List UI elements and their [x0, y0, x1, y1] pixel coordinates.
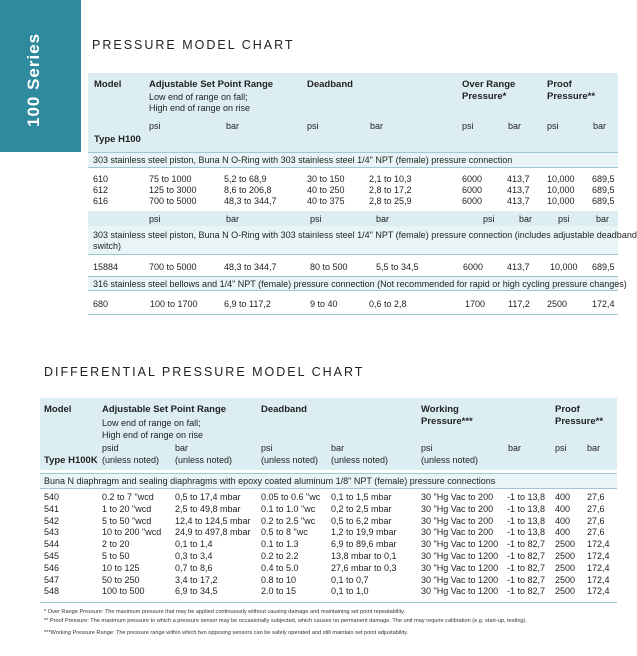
cell-working-psi: 30 "Hg Vac to 1200 [421, 539, 499, 550]
cell-deadband-psi: 0.2 to 2.2 [261, 551, 299, 561]
cell-range-psi: 700 to 5000 [149, 262, 197, 272]
unit-psi: psi [149, 214, 161, 224]
cell-proof-psi: 2500 [555, 562, 576, 573]
unit-note: (unless noted) [421, 455, 479, 465]
cell-range-bar: 0,7 to 8,6 [175, 562, 213, 573]
cell-proof-psi: 2500 [547, 299, 568, 309]
cell-proof-psi: 2500 [555, 551, 576, 561]
col-working-2: Pressure*** [421, 416, 473, 427]
cell-proof-bar: 27,6 [587, 492, 605, 502]
cell-deadband-bar: 2,8 to 17,2 [369, 185, 412, 195]
cell-range-psid: 100 to 500 [102, 586, 145, 597]
cell-proof-bar: 172,4 [587, 562, 610, 573]
cell-range-psid: 50 to 250 [102, 574, 140, 585]
cell-model: 15884 [93, 262, 119, 272]
col-proof-2: Pressure** [547, 91, 596, 102]
cell-model: 612 [93, 185, 109, 195]
cell-proof-psi: 10,000 [547, 185, 575, 195]
cell-proof-psi: 400 [555, 527, 571, 538]
cell-working-psi: 30 "Hg Vac to 1200 [421, 551, 499, 561]
cell-range-bar: 0,5 to 17,4 mbar [175, 492, 241, 502]
cell-working-bar: -1 to 82,7 [507, 586, 546, 597]
cell-proof-bar: 689,5 [592, 185, 615, 195]
differential-chart-title: DIFFERENTIAL PRESSURE MODEL CHART [44, 365, 365, 379]
unit-psi: psi [421, 443, 433, 453]
cell-over-psi: 6000 [462, 174, 483, 184]
cell-range-bar: 6,9 to 34,5 [175, 586, 218, 597]
cell-range-bar: 8,6 to 206,8 [224, 185, 272, 195]
cell-deadband-bar: 0,1 to 1,0 [331, 586, 369, 597]
cell-range-bar: 12,4 to 124,5 mbar [175, 515, 251, 526]
unit-psi: psi [547, 121, 559, 131]
cell-deadband-bar: 0,5 to 6,2 mbar [331, 515, 392, 526]
cell-over-psi: 1700 [465, 299, 486, 309]
cell-working-bar: -1 to 13,8 [507, 515, 546, 526]
cell-working-bar: -1 to 13,8 [507, 492, 546, 502]
cell-over-bar: 413,7 [507, 196, 530, 206]
cell-proof-bar: 172,4 [592, 299, 615, 309]
cell-deadband-psi: 0.2 to 2.5 "wc [261, 515, 316, 526]
cell-over-psi: 6000 [462, 185, 483, 195]
cell-deadband-bar: 0,2 to 2,5 mbar [331, 503, 392, 514]
cell-proof-psi: 2500 [555, 539, 576, 550]
col-model: Model [44, 404, 72, 415]
col-proof-1: Proof [555, 404, 580, 415]
cell-proof-psi: 400 [555, 503, 571, 514]
section-description: 316 stainless steel bellows and 1/4" NPT (female) pressure connection (Not recommended for rapid or high cycling pressure changes) [93, 279, 627, 289]
cell-range-bar: 6,9 to 117,2 [224, 299, 271, 309]
col-adjustable-sub1: Low end of range on fall; [102, 418, 201, 428]
col-adjustable-sub1: Low end of range on fall; [149, 92, 248, 102]
cell-model: 548 [44, 586, 60, 597]
cell-working-bar: -1 to 82,7 [507, 539, 546, 550]
cell-range-psid: 10 to 125 [102, 562, 140, 573]
unit-psi: psi [483, 214, 495, 224]
unit-psi: psi [555, 443, 567, 453]
cell-proof-psi: 400 [555, 515, 571, 526]
col-deadband: Deadband [261, 404, 307, 415]
cell-range-bar: 2,5 to 49,8 mbar [175, 503, 241, 514]
col-proof-2: Pressure** [555, 416, 604, 427]
section-description: 303 stainless steel piston, Buna N O-Ring with 303 stainless steel 1/4" NPT (female) pressure connection [93, 155, 513, 165]
unit-bar: bar [226, 121, 240, 131]
cell-range-bar: 0,3 to 3,4 [175, 551, 213, 561]
cell-proof-psi: 2500 [555, 574, 576, 585]
footnote: ** Proof Pressure: The maximum pressure to which a pressure sensor may be occasionally subjected, which causes no permanent damage. The unit may require calibration (e.g. start-up, testing). [44, 618, 527, 624]
unit-note: (unless noted) [102, 455, 160, 465]
cell-range-psid: 5 to 50 "wcd [102, 515, 152, 526]
cell-range-bar: 3,4 to 17,2 [175, 574, 218, 585]
cell-deadband-bar: 5,5 to 34,5 [376, 262, 419, 272]
cell-proof-bar: 172,4 [587, 574, 610, 585]
cell-proof-psi: 10,000 [547, 196, 575, 206]
cell-over-psi: 6000 [463, 262, 484, 272]
cell-deadband-psi: 40 to 375 [307, 196, 345, 206]
cell-range-bar: 48,3 to 344,7 [224, 196, 277, 206]
chart1-subheader-panel [88, 211, 618, 226]
cell-deadband-psi: 0.4 to 5.0 [261, 562, 299, 573]
unit-bar: bar [519, 214, 533, 224]
cell-deadband-bar: 0,1 to 0,7 [331, 574, 369, 585]
cell-range-bar: 24,9 to 497,8 mbar [175, 527, 251, 538]
cell-proof-psi: 400 [555, 492, 571, 502]
col-over-range-2: Pressure* [462, 91, 507, 102]
cell-model: 547 [44, 574, 60, 585]
unit-psi: psi [149, 121, 161, 131]
col-adjustable-sub2: High end of range on rise [102, 430, 204, 440]
cell-over-bar: 117,2 [508, 299, 530, 309]
col-deadband: Deadband [307, 79, 353, 90]
unit-bar: bar [587, 443, 601, 453]
col-model: Model [94, 79, 122, 90]
cell-model: 544 [44, 539, 60, 550]
cell-deadband-psi: 40 to 250 [307, 185, 345, 195]
section-description: 303 stainless steel piston, Buna N O-Ring with 303 stainless steel 1/4" NPT (female) pressure connection (includes adjustable deadband [93, 230, 637, 240]
cell-working-bar: -1 to 13,8 [507, 527, 546, 538]
cell-model: 545 [44, 551, 60, 561]
unit-bar: bar [508, 443, 522, 453]
cell-working-psi: 30 "Hg Vac to 200 [421, 515, 494, 526]
cell-deadband-bar: 13,8 mbar to 0,1 [331, 551, 397, 561]
unit-psi: psi [558, 214, 570, 224]
cell-deadband-bar: 0,6 to 2,8 [369, 299, 407, 309]
cell-range-psid: 5 to 50 [102, 551, 130, 561]
col-adjustable-sub2: High end of range on rise [149, 103, 251, 113]
cell-deadband-psi: 0.5 to 8 "wc [261, 527, 308, 538]
unit-bar: bar [596, 214, 610, 224]
section-description-cont: switch) [93, 241, 122, 251]
cell-working-psi: 30 "Hg Vac to 1200 [421, 586, 499, 597]
cell-proof-psi: 2500 [555, 586, 576, 597]
cell-range-psi: 100 to 1700 [150, 299, 198, 309]
section-description: Buna N diaphragm and sealing diaphragms with epoxy coated aluminum 1/8" NPT (female) pressure connections [44, 476, 496, 486]
cell-working-psi: 30 "Hg Vac to 1200 [421, 574, 499, 585]
unit-bar: bar [175, 443, 189, 453]
type-label: Type H100 [94, 134, 141, 145]
cell-working-bar: -1 to 13,8 [507, 503, 546, 514]
series-title: 100 Series [24, 32, 43, 127]
cell-range-bar: 5,2 to 68,9 [224, 174, 267, 184]
unit-psi: psi [462, 121, 474, 131]
unit-bar: bar [376, 214, 390, 224]
col-proof-1: Proof [547, 79, 572, 90]
unit-psi: psi [310, 214, 322, 224]
cell-deadband-psi: 30 to 150 [307, 174, 345, 184]
cell-over-psi: 6000 [462, 196, 483, 206]
series-sidebar [0, 0, 81, 152]
cell-working-psi: 30 "Hg Vac to 200 [421, 527, 494, 538]
cell-range-bar: 48,3 to 344,7 [224, 262, 277, 272]
cell-deadband-bar: 27,6 mbar to 0,3 [331, 562, 397, 573]
unit-psid: psid [102, 443, 119, 453]
cell-model: 541 [44, 503, 60, 514]
col-adjustable-range: Adjustable Set Point Range [102, 404, 227, 415]
cell-deadband-psi: 0.8 to 10 [261, 574, 297, 585]
cell-range-psid: 0.2 to 7 "wcd [102, 492, 154, 502]
col-working-1: Working [421, 404, 459, 415]
cell-model: 616 [93, 196, 109, 206]
cell-range-psid: 2 to 20 [102, 539, 130, 550]
cell-model: 546 [44, 562, 60, 573]
col-adjustable-range: Adjustable Set Point Range [149, 79, 274, 90]
cell-working-psi: 30 "Hg Vac to 200 [421, 492, 494, 502]
cell-over-bar: 413,7 [507, 262, 530, 272]
cell-model: 543 [44, 527, 60, 538]
cell-proof-psi: 10,000 [547, 174, 575, 184]
cell-deadband-bar: 2,1 to 10,3 [369, 174, 412, 184]
cell-deadband-psi: 80 to 500 [310, 262, 348, 272]
cell-proof-bar: 172,4 [587, 539, 610, 550]
cell-proof-bar: 689,5 [592, 196, 615, 206]
cell-deadband-psi: 9 to 40 [310, 299, 338, 309]
cell-proof-bar: 27,6 [587, 515, 605, 526]
cell-deadband-psi: 0.05 to 0.6 "wc [261, 492, 321, 502]
cell-range-bar: 0,1 to 1,4 [175, 539, 213, 550]
unit-psi: psi [261, 443, 273, 453]
cell-over-bar: 413,7 [507, 185, 530, 195]
cell-proof-bar: 689,5 [592, 174, 615, 184]
cell-range-psi: 125 to 3000 [149, 185, 197, 195]
unit-psi: psi [307, 121, 319, 131]
cell-deadband-psi: 2.0 to 15 [261, 586, 297, 597]
type-label: Type H100K [44, 455, 98, 466]
cell-deadband-bar: 6,9 to 89,6 mbar [331, 539, 397, 550]
cell-deadband-psi: 0.1 to 1.0 "wc [261, 503, 316, 514]
cell-model: 610 [93, 174, 109, 184]
cell-proof-bar: 172,4 [587, 551, 610, 561]
unit-bar: bar [331, 443, 345, 453]
cell-range-psid: 10 to 200 "wcd [102, 527, 162, 538]
cell-model: 680 [93, 299, 109, 309]
cell-proof-bar: 172,4 [587, 586, 610, 597]
unit-note: (unless noted) [175, 455, 233, 465]
unit-bar: bar [370, 121, 384, 131]
unit-bar: bar [593, 121, 607, 131]
cell-proof-psi: 10,000 [550, 262, 578, 272]
cell-range-psi: 75 to 1000 [149, 174, 192, 184]
cell-working-psi: 30 "Hg Vac to 1200 [421, 562, 499, 573]
cell-proof-bar: 27,6 [587, 503, 605, 514]
cell-working-bar: -1 to 82,7 [507, 574, 546, 585]
unit-bar: bar [226, 214, 240, 224]
cell-working-bar: -1 to 82,7 [507, 551, 546, 561]
cell-working-psi: 30 "Hg Vac to 200 [421, 503, 494, 514]
cell-model: 540 [44, 492, 60, 502]
cell-deadband-bar: 2,8 to 25,9 [369, 196, 412, 206]
cell-proof-bar: 689,5 [592, 262, 615, 272]
pressure-chart-title: PRESSURE MODEL CHART [92, 38, 295, 52]
unit-note: (unless noted) [261, 455, 319, 465]
cell-deadband-bar: 1,2 to 19,9 mbar [331, 527, 397, 538]
footnote: ***Working Pressure Range: The pressure range within which two opposing sensors can be safely operated and still maintain set point adjustability. [44, 630, 409, 636]
cell-deadband-bar: 0,1 to 1,5 mbar [331, 492, 392, 502]
cell-deadband-psi: 0.1 to 1.3 [261, 539, 299, 550]
col-over-range-1: Over Range [462, 79, 516, 90]
cell-range-psid: 1 to 20 "wcd [102, 503, 152, 514]
cell-range-psi: 700 to 5000 [149, 196, 197, 206]
cell-proof-bar: 27,6 [587, 527, 605, 538]
cell-model: 542 [44, 515, 60, 526]
unit-note: (unless noted) [331, 455, 389, 465]
cell-working-bar: -1 to 82,7 [507, 562, 546, 573]
footnote: * Over Range Pressure: The maximum pressure that may be applied continuously without causing damage and maintaining set point repeatability. [44, 609, 406, 615]
unit-bar: bar [508, 121, 522, 131]
cell-over-bar: 413,7 [507, 174, 530, 184]
